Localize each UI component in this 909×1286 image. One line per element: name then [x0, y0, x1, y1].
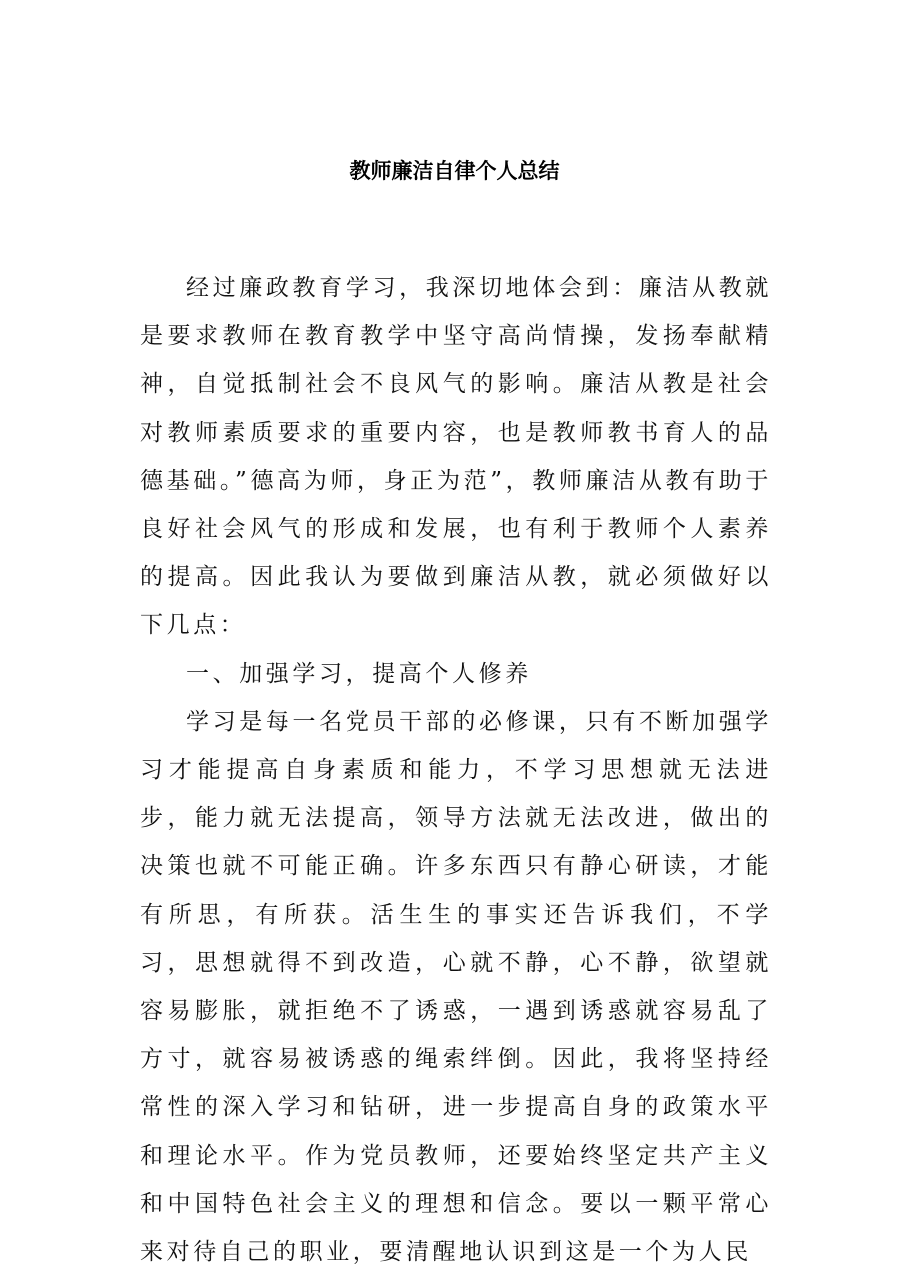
paragraph-study: 学习是每一名党员干部的必修课，只有不断加强学习才能提高自身素质和能力，不学习思想就无法进步，能力就无法提高，领导方法就无法改进，做出的决策也就不可能正确。许多东西只有静心研读，才能有所思，有所获。活生生的事实还告诉我们，不学习，思想就得不到改造，心就不静，心不静，欲望就容易膨胀，就拒绝不了诱惑，一遇到诱惑就容易乱了方寸，就容易被诱惑的绳索绊倒。因此，我将坚持经常性的深入学习和钻研，进一步提高自身的政策水平和理论水平。作为党员教师，还要始终坚定共产主义和中国特色社会主义的理想和信念。要以一颗平常心来对待自己的职业，要清醒地认识到这是一个为人民 — [140, 708, 772, 1266]
document-body — [140, 264, 772, 1276]
paragraph-intro: 经过廉政教育学习，我深切地体会到：廉洁从教就是要求教师在教育教学中坚守高尚情操，发扬奉献精神，自觉抵制社会不良风气的影响。廉洁从教是社会对教师素质要求的重要内容，也是教师教书育人的品德基础。”德高为师，身正为范”，教师廉洁从教有助于良好社会风气的形成和发展，也有利于教师个人素养的提高。因此我认为要做到廉洁从教，就必须做好以下几点： — [140, 275, 772, 639]
document-title: 教师廉洁自律个人总结 — [349, 158, 560, 183]
section-heading-1: 一、加强学习，提高个人修养 — [186, 660, 532, 687]
